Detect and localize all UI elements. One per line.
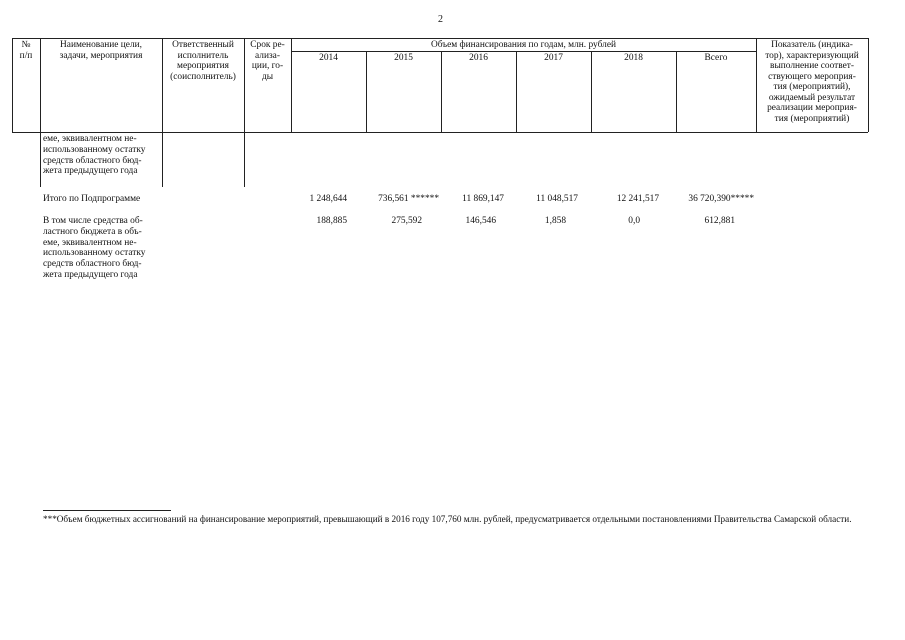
value-2018: 12 241,517 bbox=[616, 194, 659, 204]
value-total: 36 720,390***** bbox=[688, 194, 754, 204]
header-col-number: № п/п bbox=[19, 40, 33, 61]
header-col-term: Срок ре- ализа- ции, го- ды bbox=[250, 40, 285, 82]
header-year-2016: 2016 bbox=[469, 53, 488, 63]
value-total: 612,881 bbox=[704, 216, 735, 226]
header-year-2017: 2017 bbox=[544, 53, 563, 63]
footnote-rule bbox=[43, 510, 171, 511]
value-2015: 736,561 ****** bbox=[378, 194, 439, 204]
header-col-finance: Объем финансирования по годам, млн. рублей bbox=[430, 40, 617, 50]
header-total: Всего bbox=[704, 53, 728, 63]
value-2014: 1 248,644 bbox=[309, 194, 347, 204]
row-label: В том числе средства об- ластного бюджета в объ- еме, эквивалентном не- использованному остатку средств областного бюд- жета предыдущего года bbox=[43, 216, 146, 280]
header-year-2014: 2014 bbox=[319, 53, 338, 63]
value-2018: 0,0 bbox=[628, 216, 640, 226]
value-2015: 275,592 bbox=[391, 216, 422, 226]
page-number: 2 bbox=[438, 14, 443, 25]
value-2017: 11 048,517 bbox=[536, 194, 578, 204]
footnote: ***Объем бюджетных ассигнований на финансирование мероприятий, превышающий в 2016 году 107,760 млн. рублей, предусматривается отдельными постановлениями Правительства Самарской области. bbox=[43, 514, 852, 524]
header-col-name: Наименование цели, задачи, мероприятия bbox=[59, 40, 143, 61]
row-label: Итого по Подпрограмме bbox=[43, 194, 141, 204]
header-year-2015: 2015 bbox=[394, 53, 413, 63]
header-year-2018: 2018 bbox=[624, 53, 643, 63]
value-2017: 1,858 bbox=[544, 216, 566, 226]
header-col-executor: Ответственный исполнитель мероприятия (соисполнитель) bbox=[170, 40, 236, 82]
header-col-indicator: Показатель (индика- тор), характеризующий выполнение соответ- ствующего мероприя- тия (мероприятий), ожидаемый результат реализации мероприя- тия (мероприятий) bbox=[765, 40, 859, 124]
value-2016: 11 869,147 bbox=[462, 194, 504, 204]
value-2014: 188,885 bbox=[316, 216, 347, 226]
value-2016: 146,546 bbox=[465, 216, 496, 226]
row-continuation-text: еме, эквивалентном не- использованному остатку средств областного бюд- жета предыдущего года bbox=[43, 134, 146, 177]
